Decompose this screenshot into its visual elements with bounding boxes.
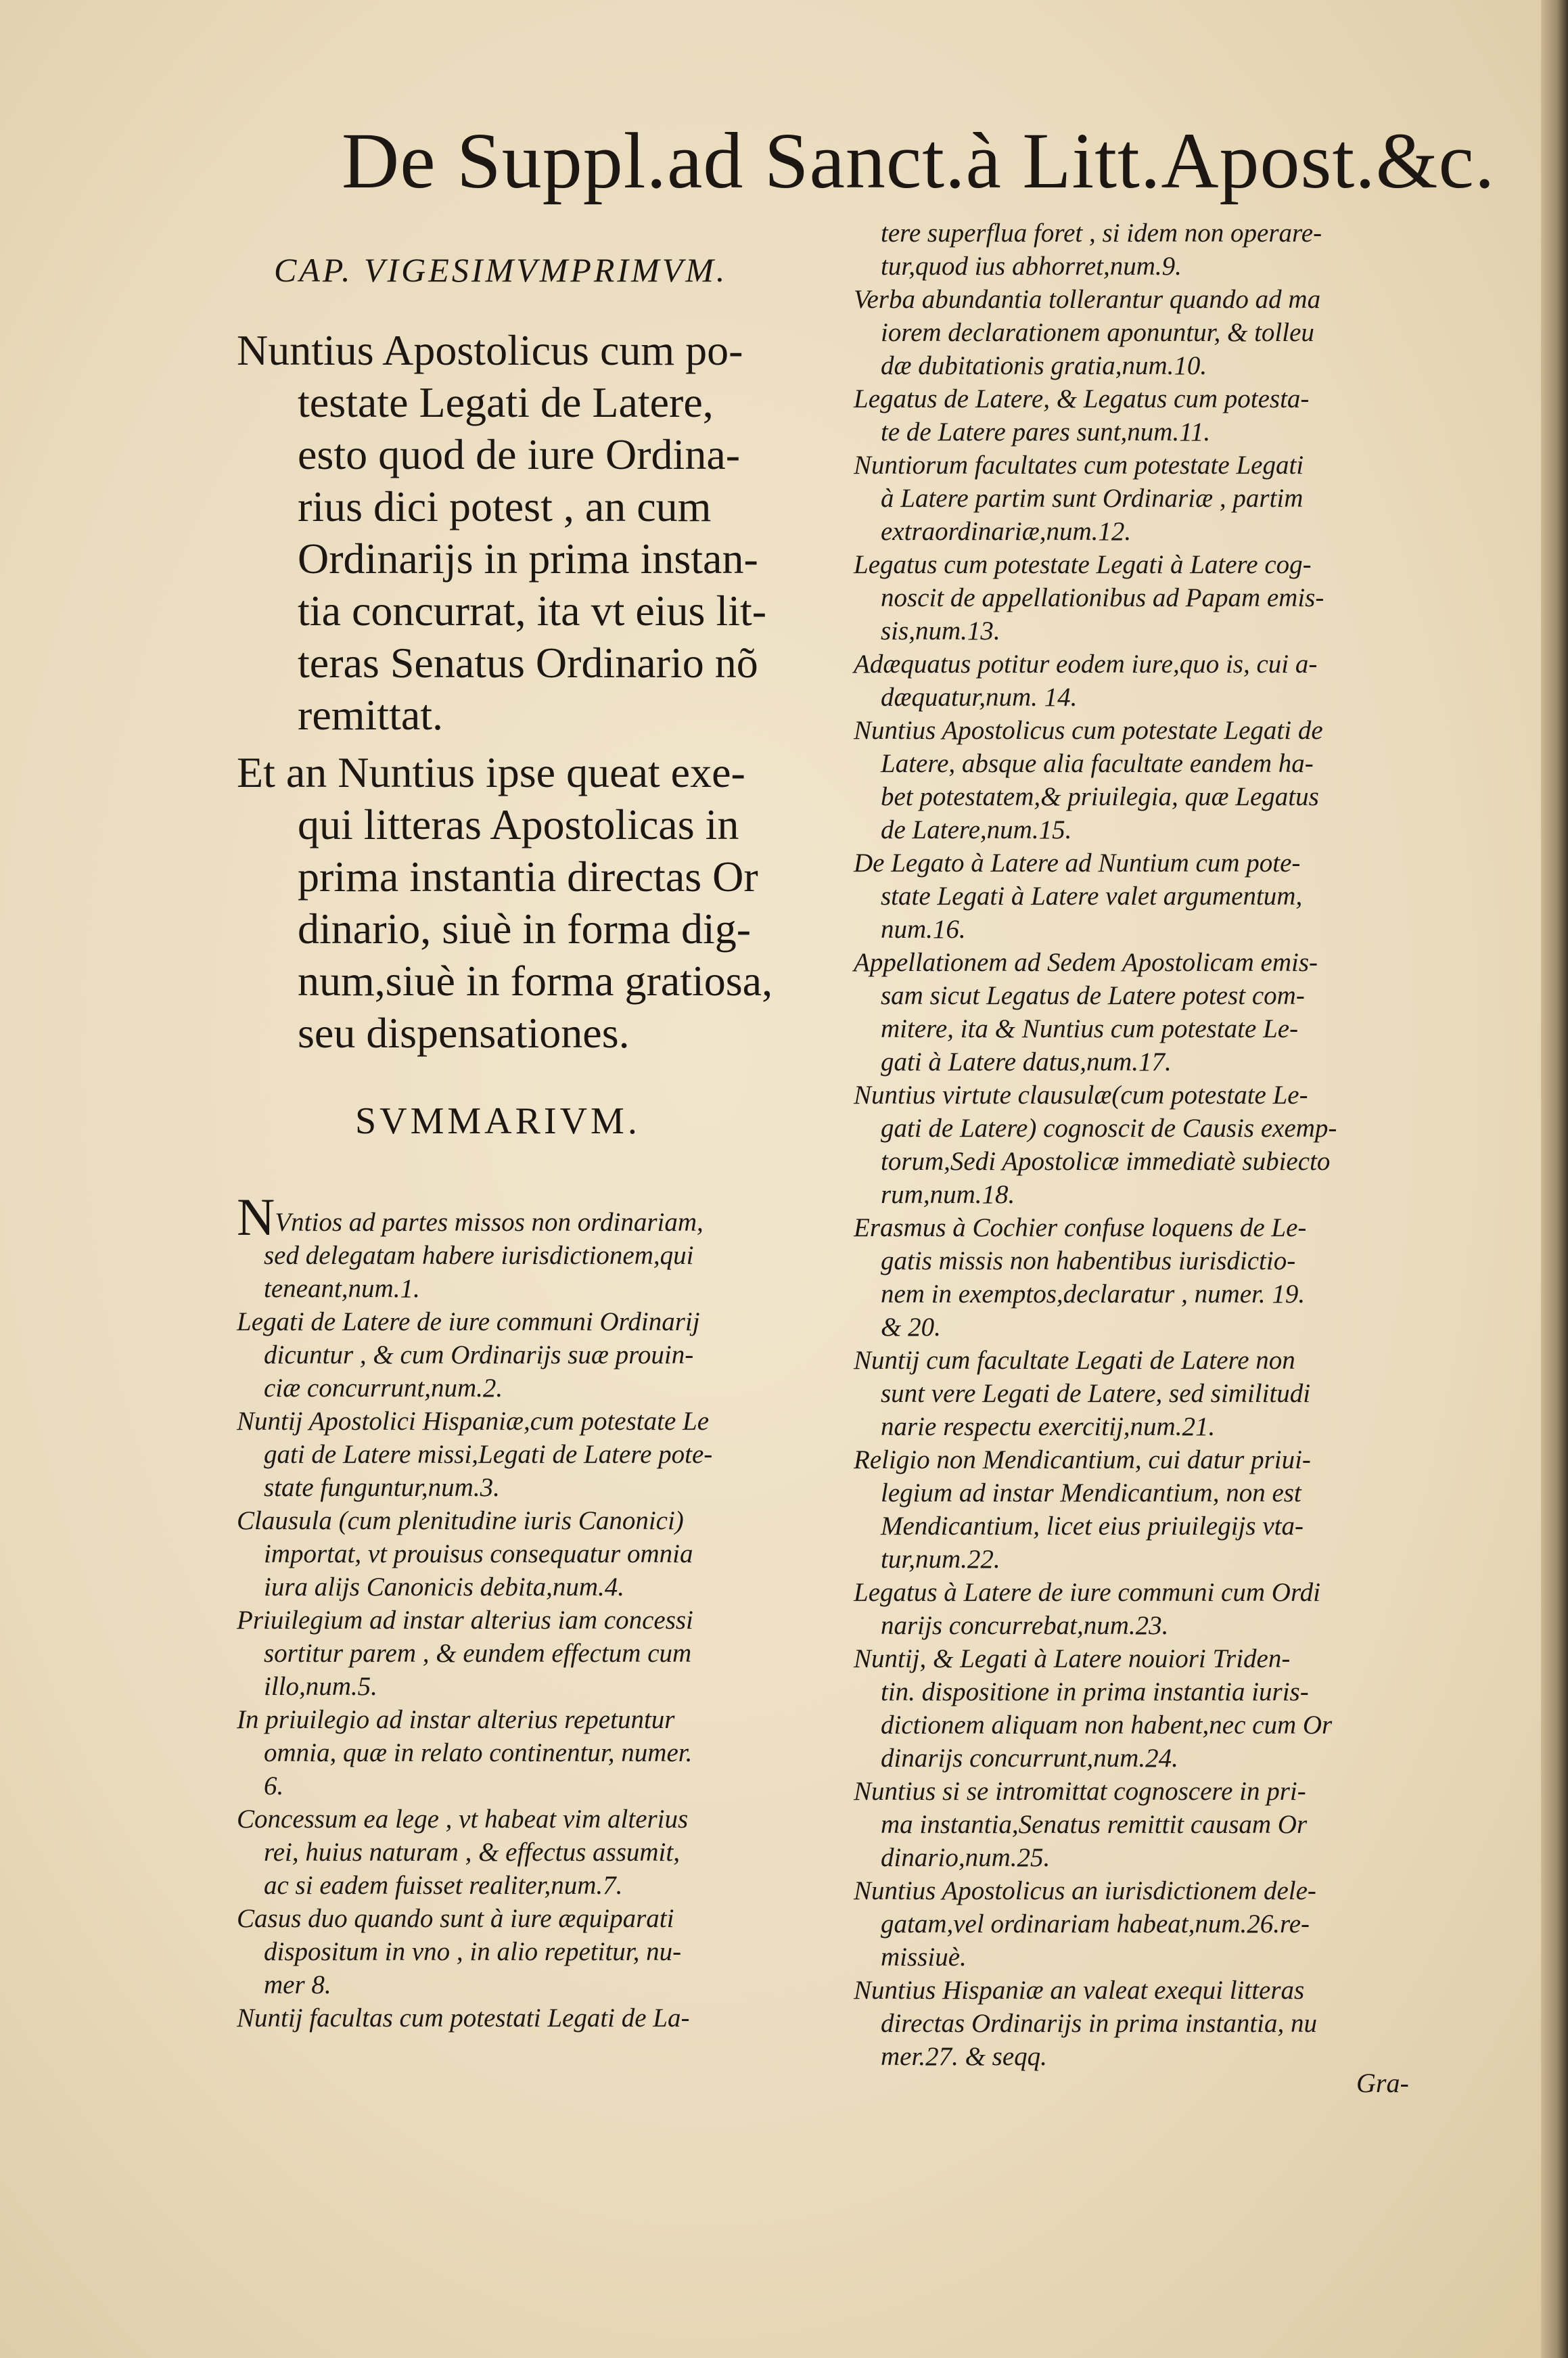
entry-line: & 20. xyxy=(881,1313,941,1342)
question-1 xyxy=(237,324,839,741)
right-column xyxy=(854,217,1442,2073)
summary-entry xyxy=(237,1504,839,1604)
summary-entry xyxy=(854,1642,1442,1775)
summary-entry xyxy=(854,217,1442,283)
entry-line: sortitur parem , & eundem effectum cum xyxy=(264,1639,692,1668)
entry-line: gati à Latere datus,num.17. xyxy=(881,1047,1172,1076)
drop-cap: N xyxy=(237,1187,275,1246)
summary-entry xyxy=(854,1775,1442,1874)
entry-line: sunt vere Legati de Latere, sed similitudi xyxy=(881,1379,1311,1408)
question-line: seu dispensationes. xyxy=(298,1009,630,1057)
entry-line: Nuntius Apostolicus cum potestate Legati de xyxy=(854,716,1323,745)
summary-entry xyxy=(237,1604,839,1703)
summary-entry xyxy=(854,1344,1442,1443)
entry-line: gati de Latere missi,Legati de Latere pote- xyxy=(264,1440,713,1469)
entry-line: nem in exemptos,declaratur , numer. 19. xyxy=(881,1279,1306,1309)
question-line: Nuntius Apostolicus cum po- xyxy=(237,326,743,374)
entry-line: narie respectu exercitij,num.21. xyxy=(881,1412,1216,1441)
entry-line: state funguntur,num.3. xyxy=(264,1473,500,1502)
entry-line: Mendicantium, licet eius priuilegijs vta- xyxy=(881,1512,1304,1541)
question-line: num,siuè in forma gratiosa, xyxy=(298,957,773,1005)
entry-line: Priuilegium ad instar alterius iam concessi xyxy=(237,1606,693,1635)
summary-entry xyxy=(237,1802,839,1902)
entry-line: importat, vt prouisus consequatur omnia xyxy=(264,1539,693,1568)
question-line: dinario, siuè in forma dig- xyxy=(298,905,752,953)
entry-line: mitere, ita & Nuntius cum potestate Le- xyxy=(881,1014,1299,1043)
entry-line: Latere, absque alia facultate eandem ha- xyxy=(881,749,1314,778)
entry-line: dæ dubitationis gratia,num.10. xyxy=(881,351,1207,380)
summary-entry xyxy=(854,1079,1442,1211)
entry-line: Concessum ea lege , vt habeat vim alterius xyxy=(237,1805,689,1834)
entry-line: Nuntius Apostolicus an iurisdictionem dele- xyxy=(854,1876,1316,1905)
entry-line: sam sicut Legatus de Latere potest com- xyxy=(881,981,1305,1010)
question-line: rius dici potest , an cum xyxy=(298,482,712,530)
entry-line: Adæquatus potitur eodem iure,quo is, cui a- xyxy=(854,650,1318,679)
entry-line: Religio non Mendicantium, cui datur priui- xyxy=(854,1445,1311,1474)
summary-entry xyxy=(237,1703,839,1802)
entry-line: ac si eadem fuisset realiter,num.7. xyxy=(264,1871,623,1900)
entry-line: state Legati à Latere valet argumentum, xyxy=(881,882,1303,911)
summary-entry xyxy=(237,1405,839,1504)
entry-line: mer.27. & seqq. xyxy=(881,2042,1047,2071)
entry-line: iura alijs Canonicis debita,num.4. xyxy=(264,1572,625,1602)
summary-entry xyxy=(237,1305,839,1405)
entry-line: illo,num.5. xyxy=(264,1672,377,1701)
entry-line: omnia, quæ in relato continentur, numer. xyxy=(264,1738,693,1767)
summary-entry xyxy=(854,1874,1442,1974)
question-line: Ordinarijs in prima instan- xyxy=(298,535,758,583)
summary-entries-left xyxy=(237,1187,839,2035)
entry-line: Legati de Latere de iure communi Ordinarij xyxy=(237,1307,700,1336)
summary-entries-right xyxy=(854,217,1442,2073)
entry-line: Nuntij facultas cum potestati Legati de La- xyxy=(237,2003,690,2033)
entry-line: narijs concurrebat,num.23. xyxy=(881,1611,1169,1640)
entry-line: tur,quod ius abhorret,num.9. xyxy=(881,252,1182,281)
entry-line: Legatus de Latere, & Legatus cum potesta- xyxy=(854,384,1310,413)
entry-line: tin. dispositione in prima instantia iuris- xyxy=(881,1677,1309,1706)
summary-entry xyxy=(854,648,1442,714)
entry-line: directas Ordinarijs in prima instantia, nu xyxy=(881,2009,1317,2038)
entry-line: Legatus à Latere de iure communi cum Ordi xyxy=(854,1578,1321,1607)
left-column xyxy=(237,250,839,2035)
entry-line: legium ad instar Mendicantium, non est xyxy=(881,1478,1301,1507)
entry-line: missiuè. xyxy=(881,1943,967,1972)
entry-line: dispositum in vno , in alio repetitur, nu- xyxy=(264,1937,682,1966)
entry-line: Nuntius si se intromittat cognoscere in pri- xyxy=(854,1777,1306,1806)
entry-line: tur,num.22. xyxy=(881,1545,1000,1574)
entry-line: Verba abundantia tollerantur quando ad ma xyxy=(854,285,1321,314)
question-line: esto quod de iure Ordina- xyxy=(298,430,741,478)
entry-line: noscit de appellationibus ad Papam emis- xyxy=(881,583,1324,612)
entry-line: ma instantia,Senatus remittit causam Or xyxy=(881,1810,1308,1839)
entry-line: teneant,num.1. xyxy=(264,1274,420,1303)
entry-line: Appellationem ad Sedem Apostolicam emis- xyxy=(854,948,1318,977)
entry-line: Legatus cum potestate Legati à Latere cog- xyxy=(854,550,1312,579)
entry-line: sis,num.13. xyxy=(881,616,1000,645)
summary-entry xyxy=(237,2001,839,2035)
entry-line: mer 8. xyxy=(264,1970,331,1999)
entry-line: bet potestatem,& priuilegia, quæ Legatus xyxy=(881,782,1319,811)
summary-title: SVMMARIVM. xyxy=(355,1100,641,1142)
entry-line: Nuntius virtute clausulæ(cum potestate Le- xyxy=(854,1081,1308,1110)
entry-line: 6. xyxy=(264,1771,284,1800)
question-line: Et an Nuntius ipse queat exe- xyxy=(237,748,745,796)
entry-line: De Legato à Latere ad Nuntium cum pote- xyxy=(854,848,1301,878)
summary-entry xyxy=(237,1187,839,1305)
chapter-title: CAP. VIGESIMVMPRIMVM. xyxy=(274,251,728,289)
entry-line: dinarijs concurrunt,num.24. xyxy=(881,1744,1178,1773)
question-line: prima instantia directas Or xyxy=(298,853,758,901)
entry-line: torum,Sedi Apostolicæ immediatè subiecto xyxy=(881,1147,1331,1176)
summary-entry xyxy=(854,846,1442,946)
summary-entry xyxy=(854,1974,1442,2073)
summary-entry xyxy=(854,1211,1442,1344)
entry-line: NVntios ad partes missos non ordinariam, xyxy=(237,1187,704,1246)
entry-line: tere superflua foret , si idem non operare- xyxy=(881,219,1322,248)
entry-line: te de Latere pares sunt,num.11. xyxy=(881,417,1211,447)
entry-line: In priuilegio ad instar alterius repetuntur xyxy=(237,1705,675,1734)
question-line: remittat. xyxy=(298,691,444,739)
summary-entry xyxy=(854,714,1442,846)
entry-line: de Latere,num.15. xyxy=(881,815,1072,844)
entry-line: à Latere partim sunt Ordinariæ , partim xyxy=(881,484,1304,513)
entry-line: dinario,num.25. xyxy=(881,1843,1051,1872)
entry-line: Casus duo quando sunt à iure æquiparati xyxy=(237,1904,674,1933)
entry-line: Nuntij, & Legati à Latere nouiori Triden- xyxy=(854,1644,1291,1673)
entry-line: gati de Latere) cognoscit de Causis exemp- xyxy=(881,1114,1337,1143)
entry-line: ciæ concurrunt,num.2. xyxy=(264,1374,503,1403)
summary-entry xyxy=(854,449,1442,548)
summary-entry xyxy=(854,946,1442,1079)
entry-line: dæquatur,num. 14. xyxy=(881,683,1078,712)
question-line: tia concurrat, ita vt eius lit- xyxy=(298,587,767,635)
running-head: De Suppl.ad Sanct.à Litt.Apost.&c. xyxy=(342,116,1496,205)
entry-line: Nuntij cum facultate Legati de Latere non xyxy=(854,1346,1295,1375)
entry-line: iorem declarationem aponuntur, & tolleu xyxy=(881,318,1314,347)
summary-entry xyxy=(854,1443,1442,1576)
summary-entry xyxy=(854,283,1442,382)
entry-line: Clausula (cum plenitudine iuris Canonici) xyxy=(237,1506,684,1535)
entry-line: dicuntur , & cum Ordinarijs suæ prouin- xyxy=(264,1340,694,1369)
entry-line: extraordinariæ,num.12. xyxy=(881,517,1132,546)
entry-line: dictionem aliquam non habent,nec cum Or xyxy=(881,1710,1333,1740)
question-line: qui litteras Apostolicas in xyxy=(298,800,739,848)
summary-entry xyxy=(854,382,1442,449)
entry-line: Nuntij Apostolici Hispaniæ,cum potestate Le xyxy=(237,1407,710,1436)
entry-line: Nuntius Hispaniæ an valeat exequi litteras xyxy=(854,1976,1305,2005)
question-2 xyxy=(237,746,839,1059)
page-binding-edge xyxy=(1541,0,1568,2358)
entry-line: rum,num.18. xyxy=(881,1180,1015,1209)
summary-entry xyxy=(854,1576,1442,1642)
summary-entry xyxy=(854,548,1442,648)
entry-line: Nuntiorum facultates cum potestate Legati xyxy=(854,451,1304,480)
entry-line: gatis missis non habentibus iurisdictio- xyxy=(881,1246,1296,1275)
question-line: testate Legati de Latere, xyxy=(298,378,714,426)
summary-entry xyxy=(237,1902,839,2001)
entry-line: rei, huius naturam , & effectus assumit, xyxy=(264,1838,680,1867)
entry-line: gatam,vel ordinariam habeat,num.26.re- xyxy=(881,1909,1310,1938)
catchword: Gra- xyxy=(1356,2068,1409,2098)
question-line: teras Senatus Ordinario nõ xyxy=(298,639,758,687)
entry-line: sed delegatam habere iurisdictionem,qui xyxy=(264,1241,694,1270)
entry-line: Erasmus à Cochier confuse loquens de Le- xyxy=(854,1213,1307,1242)
entry-line: num.16. xyxy=(881,915,966,944)
